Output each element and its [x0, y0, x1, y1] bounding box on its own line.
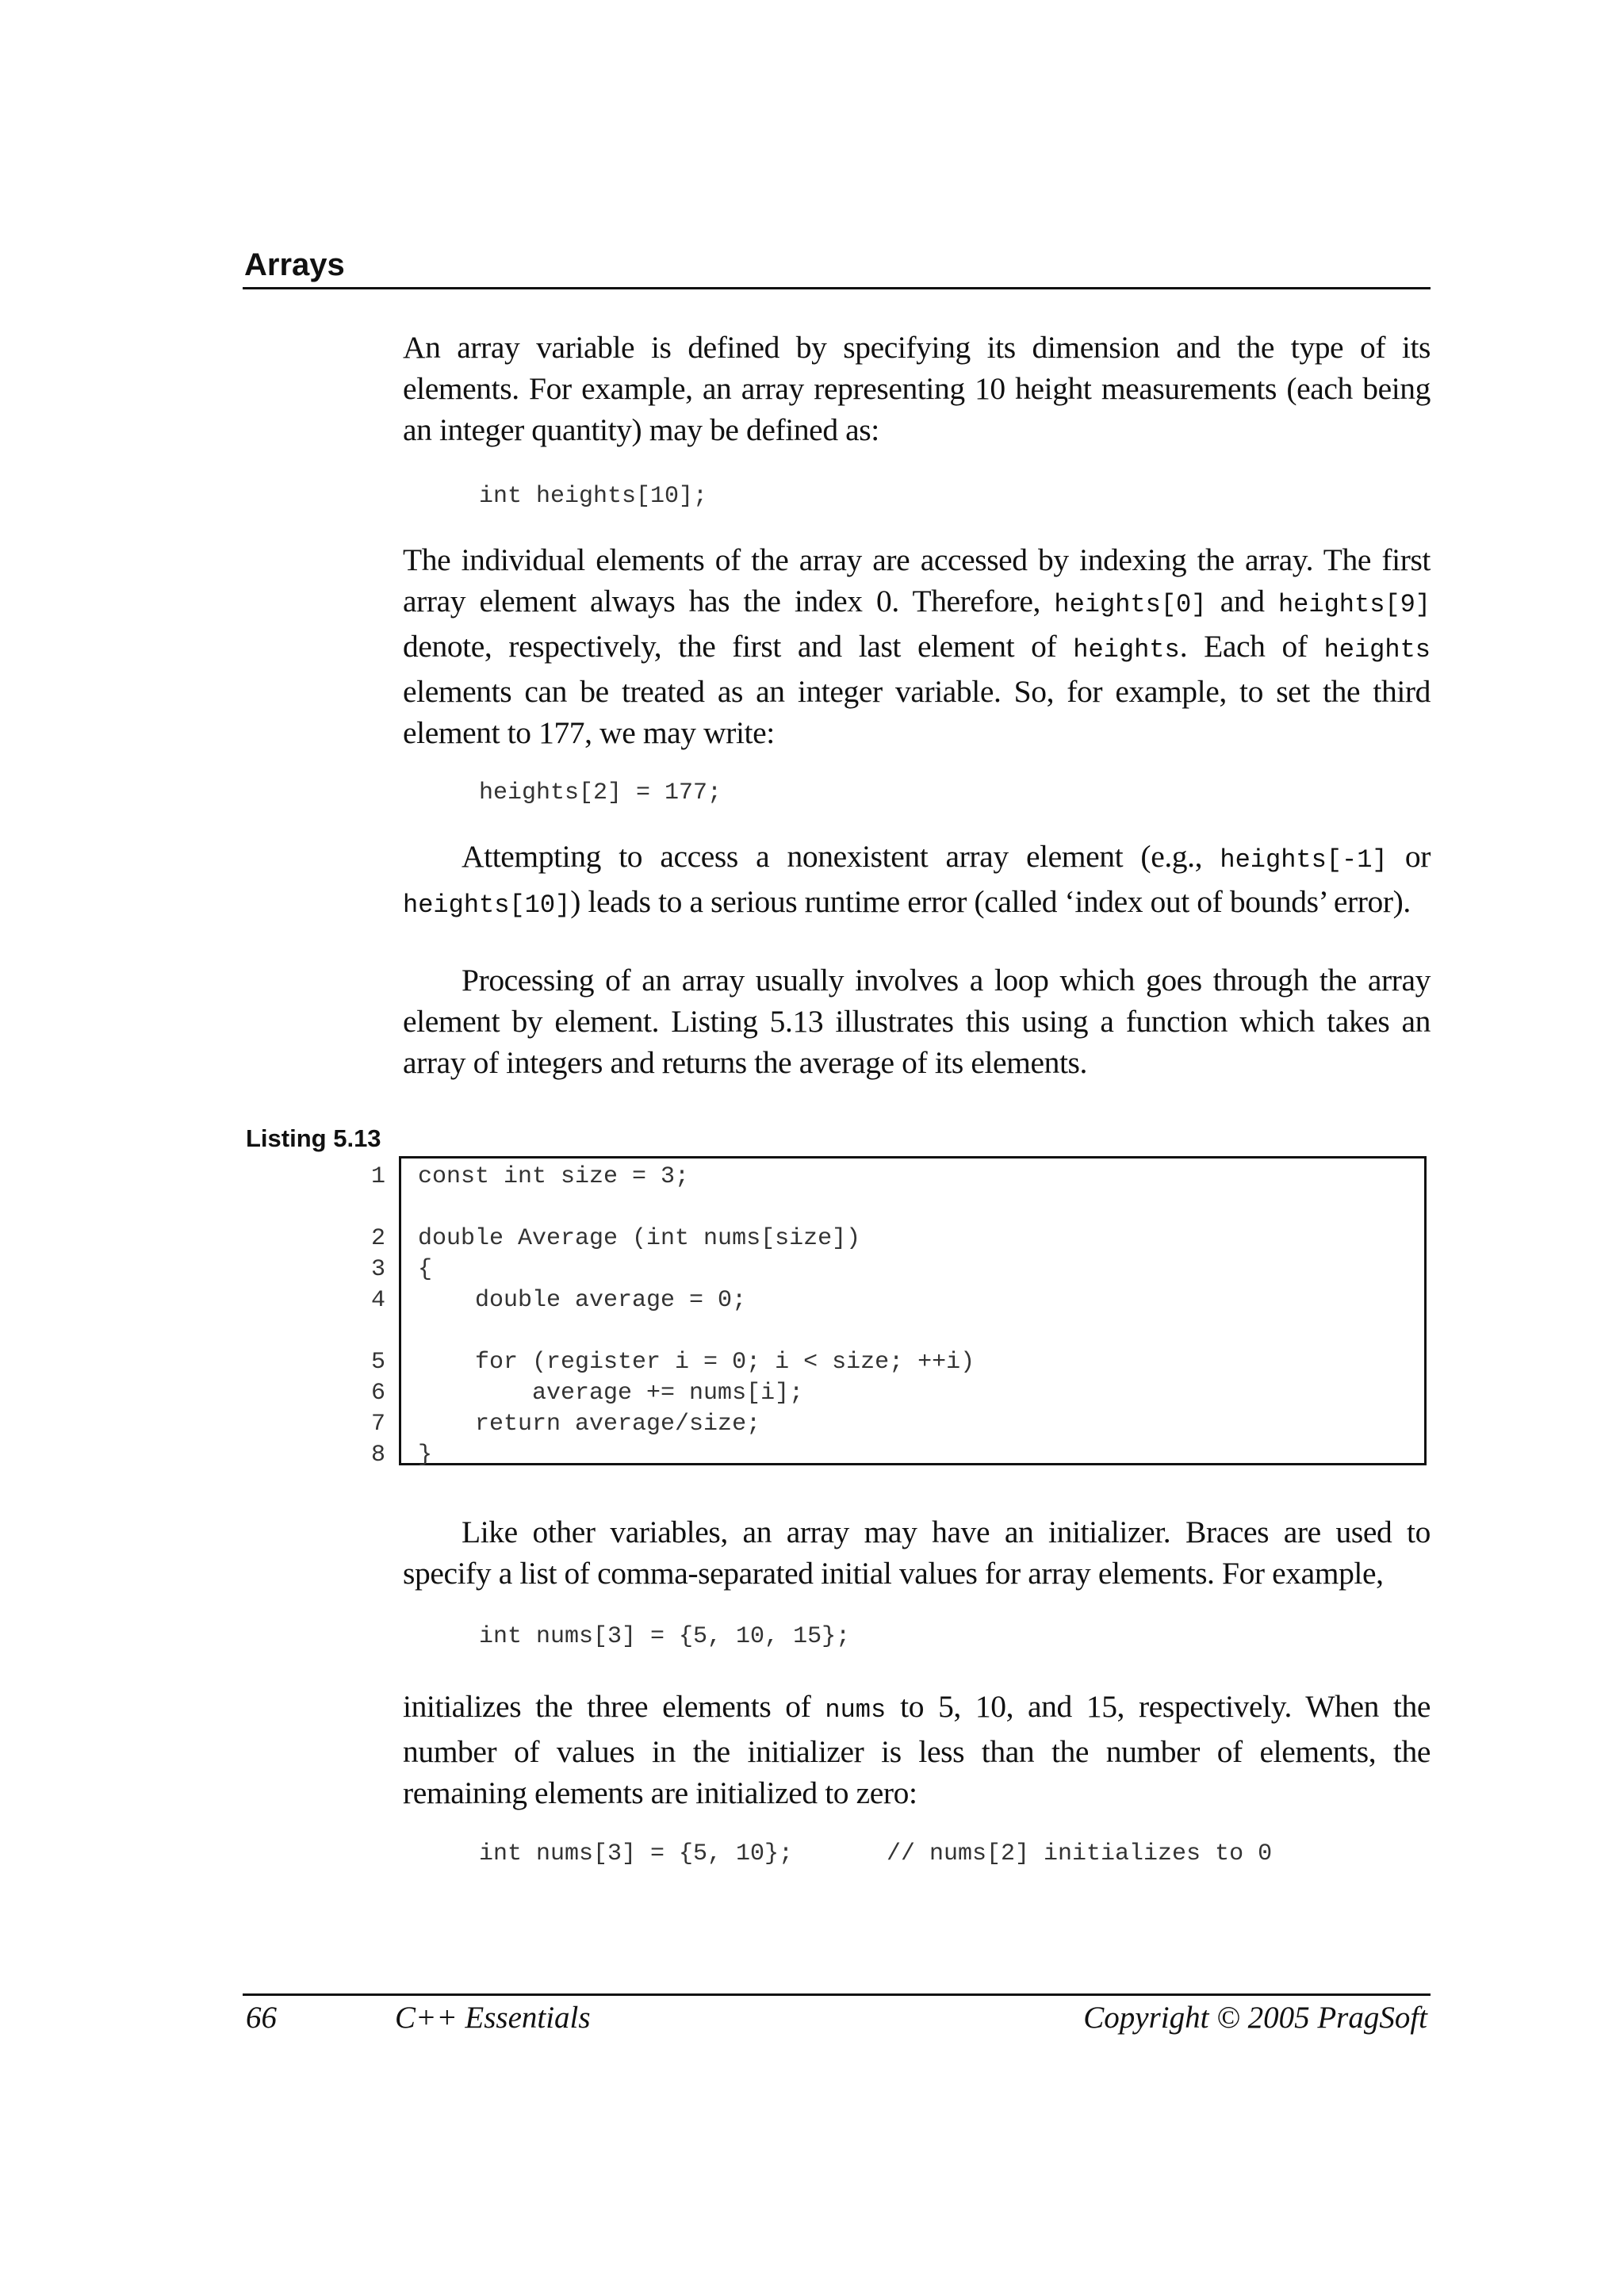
- text-run: elements can be treated as an integer variable. So, for example, to set the third element to 177, we may write:: [403, 674, 1431, 750]
- paragraph-initializer: Like other variables, an array may have an initializer. Braces are used to specify a list of comma-separated initial values for array elements. For example,: [403, 1515, 1431, 1591]
- page-number: 66: [246, 2001, 277, 2035]
- line-number: 3: [370, 1256, 385, 1283]
- inline-code: heights: [1073, 635, 1180, 664]
- listing-code-line: double average = 0;: [418, 1287, 747, 1314]
- line-number: 7: [370, 1411, 385, 1438]
- paragraph-remaining-zero: [403, 1686, 1431, 1813]
- copyright-notice: Copyright © 2005 PragSoft: [1083, 2001, 1427, 2035]
- text-run: Attempting to access a nonexistent array element (e.g.,: [462, 839, 1220, 874]
- line-number: 5: [370, 1349, 385, 1376]
- text-run: to 5, 10, and 15, respectively. When the number of values in the initializer is less than the number of elements, the remaining elements are initialized to zero:: [403, 1689, 1431, 1810]
- code-partial-initializer: int nums[3] = {5, 10};: [479, 1840, 794, 1867]
- inline-code: heights[9]: [1277, 590, 1431, 619]
- code-heights-declaration: int heights[10];: [479, 483, 708, 510]
- paragraph-array-definition: An array variable is defined by specifying its dimension and the type of its elements. For example, an array representing 10 height measurements (each being an integer quantity) may be defined as:: [403, 330, 1431, 447]
- title-divider: [243, 287, 1431, 289]
- listing-code-line: return average/size;: [418, 1411, 761, 1438]
- text-run: or: [1387, 839, 1431, 874]
- listing-code-line: average += nums[i];: [418, 1380, 804, 1407]
- listing-code-line: double Average (int nums[size]): [418, 1225, 861, 1252]
- code-comment: // nums[2] initializes to 0: [887, 1840, 1273, 1867]
- paragraph-index-out-of-bounds: [403, 836, 1431, 926]
- listing-code-line: for (register i = 0; i < size; ++i): [418, 1349, 975, 1376]
- line-number: 6: [370, 1380, 385, 1407]
- text-run: denote, respectively, the first and last element of: [403, 629, 1074, 664]
- paragraph-array-processing: Processing of an array usually involves a loop which goes through the array element by element. Listing 5.13 illustrates this using a function which takes an array of integers and returns the average of its elements.: [403, 963, 1431, 1080]
- text-run: initializes the three elements of: [403, 1689, 825, 1724]
- code-heights-assignment: heights[2] = 177;: [479, 779, 722, 806]
- text-run: . Each of: [1179, 629, 1324, 664]
- line-number: 4: [370, 1287, 385, 1314]
- line-number: 8: [370, 1442, 385, 1469]
- section-title: Arrays: [244, 247, 345, 282]
- code-nums-initializer: int nums[3] = {5, 10, 15};: [479, 1623, 851, 1650]
- footer-divider: [243, 1993, 1431, 1996]
- listing-code-line: const int size = 3;: [418, 1163, 690, 1190]
- inline-code: heights: [1323, 635, 1431, 664]
- line-number: 2: [370, 1225, 385, 1252]
- listing-code-line: {: [418, 1256, 433, 1283]
- text-run: ) leads to a serious runtime error (called ‘index out of bounds’ error).: [570, 884, 1411, 919]
- inline-code: heights[10]: [403, 890, 571, 920]
- inline-code: heights[-1]: [1220, 845, 1388, 875]
- inline-code: heights[0]: [1054, 590, 1207, 619]
- text-run: and: [1206, 584, 1278, 618]
- text-run: The individual elements of the array are accessed by indexing the array. The first array element always has the index 0. Therefore,: [403, 542, 1431, 618]
- line-number: 1: [370, 1163, 385, 1190]
- inline-code: nums: [825, 1695, 887, 1725]
- book-title: C++ Essentials: [395, 2001, 591, 2035]
- listing-code-line: }: [418, 1442, 433, 1469]
- paragraph-array-indexing: [403, 539, 1431, 753]
- listing-label: Listing 5.13: [246, 1124, 381, 1152]
